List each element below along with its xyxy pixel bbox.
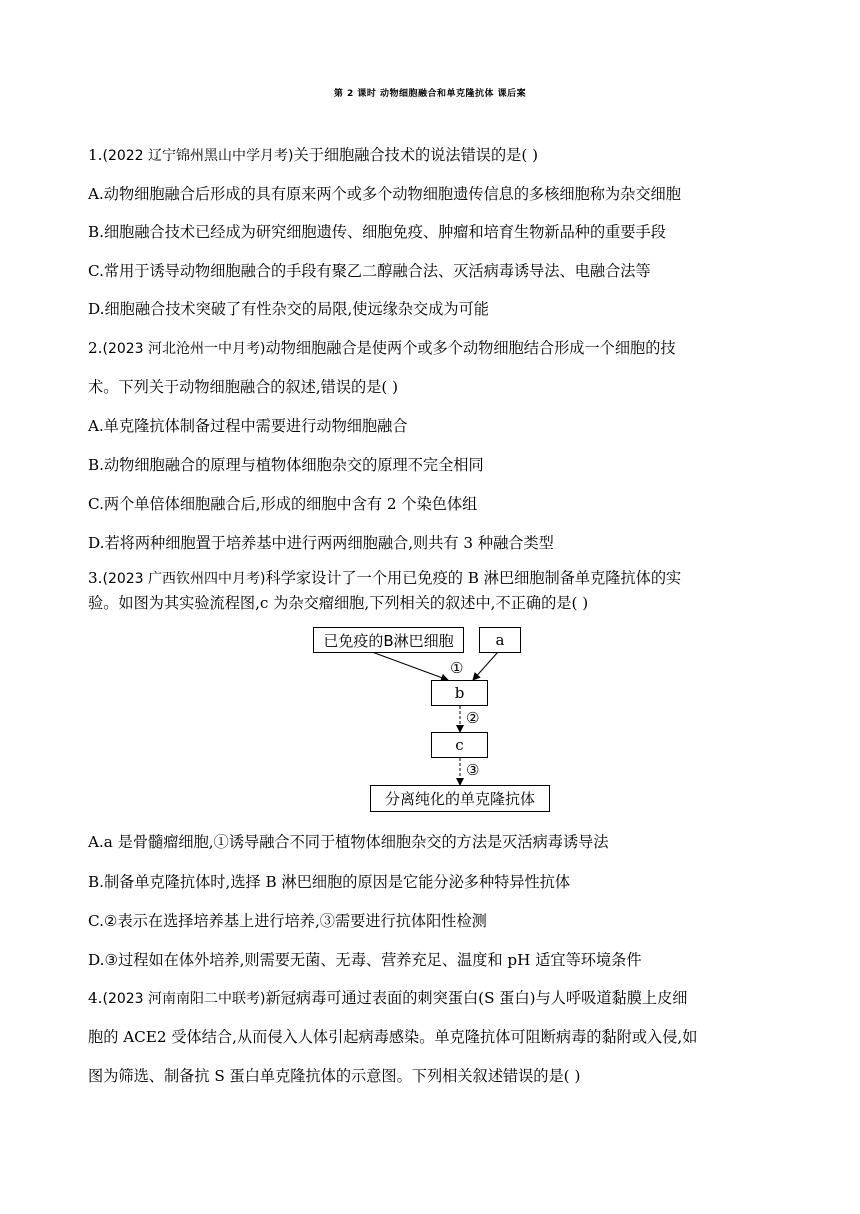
question-4-stem-cont-1: 胞的 ACE2 受体结合,从而侵入人体引起病毒感染。单克隆抗体可阻断病毒的黏附或入侵,如 [88,1028,698,1046]
question-text: 科学家设计了一个用已免疫的 B 淋巴细胞制备单克隆抗体的实 [265,569,682,587]
question-number: 2. [88,339,103,357]
box-purified-antibody: 分离纯化的单克隆抗体 [370,785,550,812]
question-2-option-c: C.两个单倍体细胞融合后,形成的细胞中含有 2 个染色体组 [88,495,478,513]
question-2-option-a: A.单克隆抗体制备过程中需要进行动物细胞融合 [88,417,408,435]
question-number: 3. [88,569,103,587]
question-source: (2023 河南南阳二中联考) [102,991,266,1007]
question-source: (2023 河北沧州一中月考) [102,341,266,357]
question-text: 动物细胞融合是使两个或多个动物细胞结合形成一个细胞的技 [265,339,676,357]
question-number: 4. [88,989,103,1007]
question-4-stem-cont-2: 图为筛选、制备抗 S 蛋白单克隆抗体的示意图。下列相关叙述错误的是( ) [88,1067,581,1085]
question-1-option-c: C.常用于诱导动物细胞融合的手段有聚乙二醇融合法、灭活病毒诱导法、电融合法等 [88,262,651,280]
question-text: 新冠病毒可通过表面的刺突蛋白(S 蛋白)与人呼吸道黏膜上皮细 [265,989,688,1007]
step-1-label: ① [450,659,464,677]
question-1-option-b: B.细胞融合技术已经成为研究细胞遗传、细胞免疫、肿瘤和培育生物新品种的重要手段 [88,223,666,241]
question-number: 1. [88,146,103,164]
question-2-stem [88,338,676,359]
box-a: a [479,627,521,653]
question-1-option-a: A.动物细胞融合后形成的具有原来两个或多个动物细胞遗传信息的多核细胞称为杂交细胞 [88,185,681,203]
question-3-stem-cont: 验。如图为其实验流程图,c 为杂交瘤细胞,下列相关的叙述中,不正确的是( ) [88,594,589,612]
question-3-option-d: D.③过程如在体外培养,则需要无菌、无毒、营养充足、温度和 pH 适宜等环境条件 [88,951,642,969]
question-1-option-d: D.细胞融合技术突破了有性杂交的局限,使远缘杂交成为可能 [88,300,489,318]
question-3-option-c: C.②表示在选择培养基上进行培养,③需要进行抗体阳性检测 [88,912,487,930]
question-1-stem [88,145,538,166]
step-2-label: ② [466,709,480,727]
question-2-option-d: D.若将两种细胞置于培养基中进行两两细胞融合,则共有 3 种融合类型 [88,534,554,552]
question-3-option-b: B.制备单克隆抗体时,选择 B 淋巴细胞的原因是它能分泌多种特异性抗体 [88,873,571,891]
box-c: c [431,732,488,758]
question-source: (2023 广西钦州四中月考) [102,571,266,587]
arrow-a-to-b [473,652,498,680]
question-source: (2022 辽宁锦州黑山中学月考) [102,148,294,164]
arrow-bcell-to-b [372,652,448,680]
question-3-option-a: A.a 是骨髓瘤细胞,①诱导融合不同于植物体细胞杂交的方法是灭活病毒诱导法 [88,833,609,851]
step-3-label: ③ [466,761,480,779]
question-2-stem-cont: 术。下列关于动物细胞融合的叙述,错误的是( ) [88,378,399,396]
question-2-option-b: B.动物细胞融合的原理与植物体细胞杂交的原理不完全相同 [88,456,484,474]
box-b: b [431,680,488,706]
page-title: 第 2 课时 动物细胞融合和单克隆抗体 课后案 [333,89,527,99]
question-3-stem [88,568,681,589]
question-text: 关于细胞融合技术的说法错误的是( ) [293,146,539,164]
question-4-stem [88,988,687,1009]
box-immunized-b-cell: 已免疫的B淋巴细胞 [313,627,464,653]
